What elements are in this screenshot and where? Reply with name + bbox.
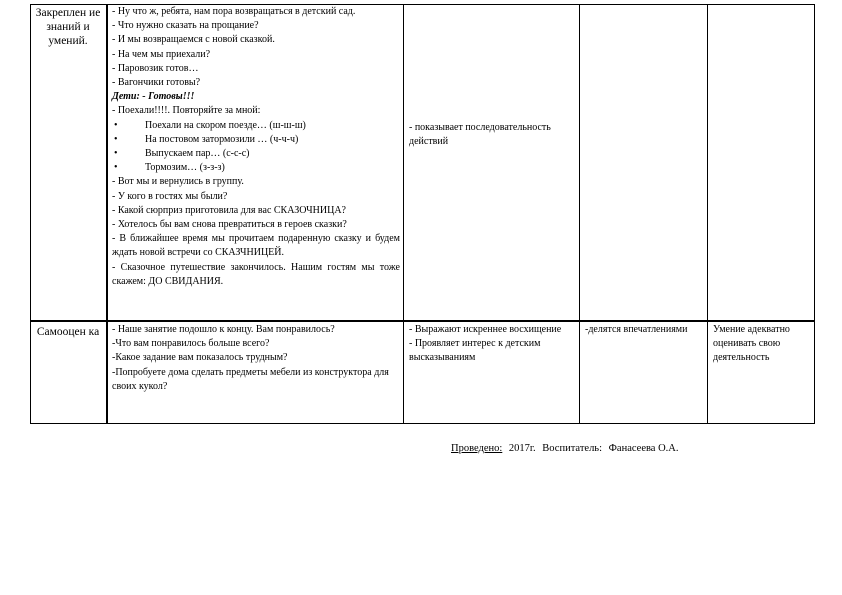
dialogue-line: - Наше занятие подошло к концу. Вам понравилось? — [112, 324, 335, 335]
conducted-label: Проведено: — [451, 443, 503, 454]
children-reply-line: Дети: - Готовы!!! — [112, 91, 195, 103]
row2-teacher-activity — [112, 323, 400, 394]
table-border-bottom — [30, 423, 815, 424]
bullet-icon: • — [114, 133, 118, 145]
row-divider — [30, 320, 815, 322]
table-divider-1 — [106, 4, 108, 424]
dialogue-line: - И мы возвращаемся с новой сказкой. — [112, 34, 275, 46]
bullet-text: Поехали на скором поезде… (ш-ш-ш) — [145, 119, 306, 131]
dialogue-line: -Попробуете дома сделать предметы мебели из конструктора для своих кукол? — [112, 366, 389, 392]
dialogue-line: - Ну что ж, ребята, нам пора возвращаться в детский сад. — [112, 6, 356, 17]
table-border-right — [814, 4, 815, 424]
bullet-line — [112, 161, 400, 175]
bullet-line — [112, 147, 400, 161]
row1-stage: Закреплен ие знаний и умений. — [35, 7, 101, 47]
bullet-icon: • — [114, 148, 118, 160]
row2-children-activity: - Выражают искреннее восхищение - Проявляет интерес к детским высказываниям — [409, 324, 562, 364]
dialogue-line: - Сказочное путешествие закончилось. Нашим гостям мы тоже скажем: ДО СВИДАНИЯ. — [112, 261, 400, 287]
dialogue-line: - Что нужно сказать на прощание? — [112, 20, 259, 32]
dialogue-line: - В ближайшее время мы прочитаем подаренную сказку и будем ждать новой встречи со СКАЗЧНИЦЕЙ. — [112, 233, 400, 259]
dialogue-line: - Хотелось бы вам снова превратиться в героев сказки? — [112, 219, 347, 231]
table-divider-2 — [403, 4, 404, 424]
table-border-left — [30, 4, 31, 424]
row1-teacher-activity — [112, 5, 400, 289]
bullet-text: Тормозим… (з-з-з) — [145, 162, 225, 174]
bullet-line — [112, 119, 400, 133]
dialogue-line: - У кого в гостях мы были? — [112, 190, 228, 202]
dialogue-line: - Вагончики готовы? — [112, 77, 201, 89]
bullet-line — [112, 133, 400, 147]
bullet-icon: • — [114, 162, 118, 174]
row2-stage: Самооцен ка — [36, 326, 100, 338]
dialogue-line: -Что вам понравилось больше всего? — [112, 338, 270, 350]
dialogue-line: - Вот мы и вернулись в группу. — [112, 176, 244, 188]
educator-name: Фанасеева О.А. — [608, 443, 679, 454]
dialogue-line: - Какой сюрприз приготовила для вас СКАЗОЧНИЦА? — [112, 204, 346, 216]
dialogue-line: -Какое задание вам показалось трудным? — [112, 352, 288, 364]
row1-children-activity: - показывает последовательность действий — [409, 122, 551, 148]
dialogue-line: - Поехали!!!!. Повторяйте за мной: — [112, 105, 261, 117]
dialogue-line: - Паровозик готов… — [112, 62, 199, 74]
table-divider-3 — [579, 4, 580, 424]
table-divider-4 — [707, 4, 708, 424]
row2-outcome: -делятся впечатлениями — [585, 324, 688, 335]
bullet-text: На постовом затормозили … (ч-ч-ч) — [145, 133, 299, 145]
educator-label: Воспитатель: — [542, 443, 603, 454]
conducted-year: 2017г. — [508, 443, 536, 454]
row2-assessment: Умение адекватно оценивать свою деятельность — [713, 324, 790, 364]
footer-signature — [451, 443, 683, 454]
bullet-icon: • — [114, 119, 118, 131]
dialogue-line: - На чем мы приехали? — [112, 48, 211, 60]
bullet-text: Выпускаем пар… (с-с-с) — [145, 148, 250, 160]
lesson-table — [30, 4, 815, 424]
